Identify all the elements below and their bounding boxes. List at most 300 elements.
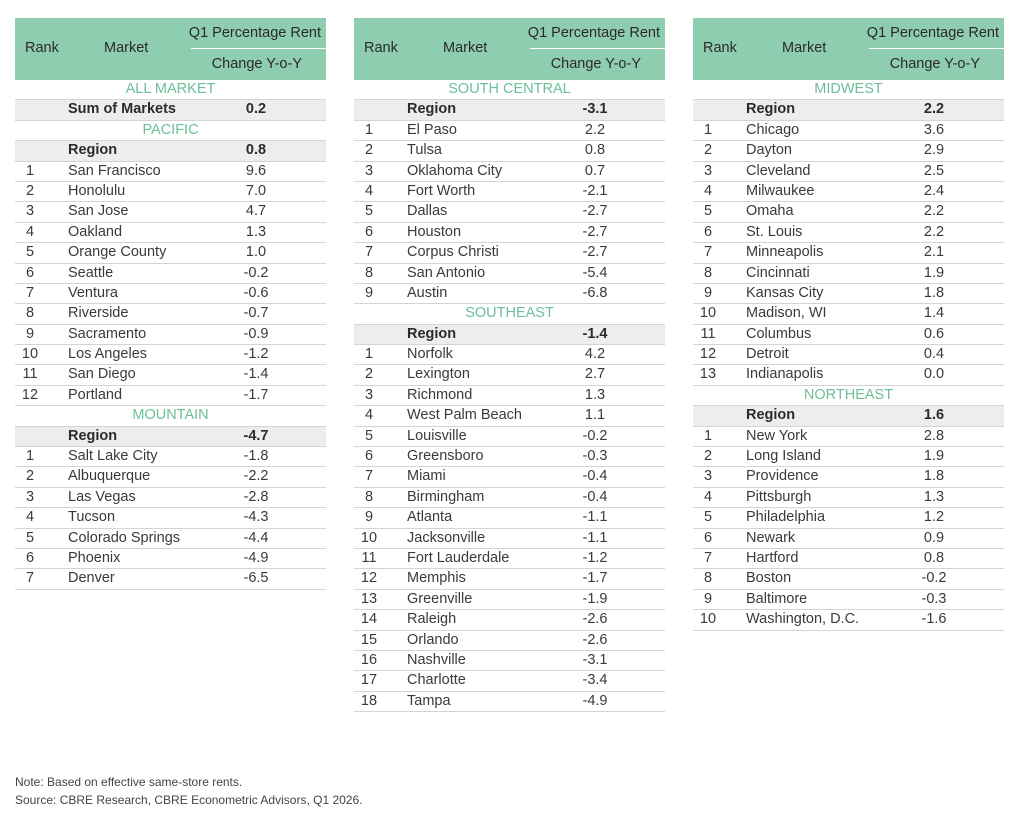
rank-cell: 2 xyxy=(364,142,374,159)
region-label: Sum of Markets xyxy=(68,101,176,118)
region-row xyxy=(15,427,326,447)
table-header xyxy=(354,18,665,80)
rank-cell: 9 xyxy=(364,284,374,301)
table-row xyxy=(15,386,326,406)
rank-cell: 2 xyxy=(25,468,35,485)
rank-cell: 7 xyxy=(703,549,713,566)
table-row xyxy=(693,284,1004,304)
value-cell: -0.2 xyxy=(582,427,608,444)
table-row xyxy=(354,162,665,182)
rank-cell: 7 xyxy=(25,570,35,587)
change-header-line1: Q1 Percentage Rent xyxy=(188,25,321,41)
rank-cell: 10 xyxy=(360,529,378,546)
market-cell: Charlotte xyxy=(407,672,466,689)
market-cell: Orlando xyxy=(407,631,459,648)
market-cell: Richmond xyxy=(407,386,473,403)
value-cell: -4.9 xyxy=(582,692,608,709)
table-row xyxy=(354,692,665,712)
market-cell: San Francisco xyxy=(68,162,161,179)
value-cell: -0.4 xyxy=(582,468,608,485)
rank-header: Rank xyxy=(25,40,59,56)
rank-cell: 9 xyxy=(364,509,374,526)
rank-cell: 3 xyxy=(25,488,35,505)
rank-cell: 14 xyxy=(360,611,378,628)
table-row xyxy=(354,651,665,671)
market-cell: Sacramento xyxy=(68,325,147,342)
table-row xyxy=(15,202,326,222)
table-row xyxy=(15,345,326,365)
rank-cell: 1 xyxy=(25,162,35,179)
rank-cell: 5 xyxy=(703,203,713,220)
region-label: Region xyxy=(746,101,796,118)
value-cell: 1.0 xyxy=(245,244,267,261)
table-row xyxy=(693,610,1004,630)
rank-cell: 4 xyxy=(364,407,374,424)
table-row xyxy=(354,569,665,589)
market-cell: Washington, D.C. xyxy=(746,611,860,628)
table-column-1 xyxy=(15,18,326,590)
region-value: 0.2 xyxy=(245,101,267,118)
value-cell: 2.8 xyxy=(923,427,945,444)
value-cell: 0.9 xyxy=(923,529,945,546)
rank-cell: 2 xyxy=(703,448,713,465)
market-cell: Chicago xyxy=(746,121,800,138)
table-row xyxy=(15,264,326,284)
change-header-line1: Q1 Percentage Rent xyxy=(527,25,660,41)
table-row xyxy=(693,467,1004,487)
value-cell: 1.3 xyxy=(245,223,267,240)
table-row xyxy=(15,365,326,385)
region-value: -4.7 xyxy=(243,427,269,444)
value-cell: 2.4 xyxy=(923,182,945,199)
value-cell: 2.2 xyxy=(584,121,606,138)
table-row xyxy=(693,264,1004,284)
section-title: SOUTH CENTRAL xyxy=(354,80,665,100)
table-row xyxy=(354,182,665,202)
rank-cell: 16 xyxy=(360,651,378,668)
rank-cell: 5 xyxy=(25,529,35,546)
value-cell: -4.4 xyxy=(243,529,269,546)
value-cell: 1.4 xyxy=(923,305,945,322)
rank-cell: 6 xyxy=(25,264,35,281)
value-cell: 1.8 xyxy=(923,284,945,301)
value-cell: 2.9 xyxy=(923,142,945,159)
market-cell: Dayton xyxy=(746,142,792,159)
table-row xyxy=(693,243,1004,263)
table-row xyxy=(15,182,326,202)
value-cell: -2.6 xyxy=(582,611,608,628)
table-row xyxy=(15,284,326,304)
rank-cell: 11 xyxy=(361,549,377,566)
table-row xyxy=(693,529,1004,549)
region-label: Region xyxy=(68,142,118,159)
rank-cell: 8 xyxy=(364,488,374,505)
rank-cell: 3 xyxy=(703,468,713,485)
market-cell: Portland xyxy=(68,386,123,403)
table-row xyxy=(354,427,665,447)
rank-cell: 8 xyxy=(25,305,35,322)
rank-cell: 2 xyxy=(364,366,374,383)
value-cell: 4.2 xyxy=(584,346,606,363)
value-cell: -1.9 xyxy=(582,590,608,607)
value-cell: 1.3 xyxy=(923,488,945,505)
value-cell: 1.1 xyxy=(584,407,606,424)
rank-cell: 6 xyxy=(25,549,35,566)
header-divider xyxy=(869,48,1004,49)
rank-cell: 12 xyxy=(360,570,378,587)
rank-cell: 7 xyxy=(703,244,713,261)
value-cell: -6.5 xyxy=(243,570,269,587)
market-cell: Atlanta xyxy=(407,509,453,526)
change-header-line2: Change Y-o-Y xyxy=(550,56,641,72)
rank-cell: 10 xyxy=(699,611,717,628)
rank-header: Rank xyxy=(364,40,398,56)
region-value: 0.8 xyxy=(245,142,267,159)
market-cell: Minneapolis xyxy=(746,244,824,261)
value-cell: -2.7 xyxy=(582,223,608,240)
rank-cell: 1 xyxy=(703,121,713,138)
change-header-line2: Change Y-o-Y xyxy=(211,56,302,72)
table-row xyxy=(354,488,665,508)
table-row xyxy=(354,386,665,406)
market-cell: Orange County xyxy=(68,244,167,261)
market-cell: Ventura xyxy=(68,284,118,301)
table-row xyxy=(354,223,665,243)
market-cell: Oklahoma City xyxy=(407,162,503,179)
notes xyxy=(15,773,362,809)
market-cell: Philadelphia xyxy=(746,509,826,526)
value-cell: -1.7 xyxy=(243,386,269,403)
value-cell: 0.4 xyxy=(923,346,945,363)
market-cell: Omaha xyxy=(746,203,794,220)
rank-cell: 8 xyxy=(703,264,713,281)
market-cell: Raleigh xyxy=(407,611,457,628)
market-cell: Tampa xyxy=(407,692,451,709)
market-cell: Houston xyxy=(407,223,462,240)
value-cell: -2.2 xyxy=(243,468,269,485)
value-cell: -0.3 xyxy=(921,590,947,607)
market-cell: Las Vegas xyxy=(68,488,136,505)
table-row xyxy=(354,141,665,161)
value-cell: -0.2 xyxy=(921,570,947,587)
value-cell: 1.8 xyxy=(923,468,945,485)
value-cell: -5.4 xyxy=(582,264,608,281)
rank-cell: 7 xyxy=(25,284,35,301)
value-cell: -0.9 xyxy=(243,325,269,342)
value-cell: -1.1 xyxy=(582,509,608,526)
rank-cell: 3 xyxy=(25,203,35,220)
table-row xyxy=(354,467,665,487)
market-cell: New York xyxy=(746,427,808,444)
rank-cell: 7 xyxy=(364,468,374,485)
rank-cell: 17 xyxy=(360,672,378,689)
table-row xyxy=(15,529,326,549)
market-cell: Boston xyxy=(746,570,792,587)
rank-cell: 5 xyxy=(703,509,713,526)
value-cell: -1.2 xyxy=(582,549,608,566)
rank-cell: 15 xyxy=(360,631,378,648)
value-cell: -3.4 xyxy=(582,672,608,689)
section-title: MIDWEST xyxy=(693,80,1004,100)
rank-cell: 11 xyxy=(700,325,716,342)
market-cell: Kansas City xyxy=(746,284,824,301)
rank-cell: 5 xyxy=(364,427,374,444)
rank-cell: 1 xyxy=(364,346,374,363)
table-row xyxy=(354,365,665,385)
market-header: Market xyxy=(104,40,149,56)
value-cell: -1.6 xyxy=(921,611,947,628)
value-cell: -2.8 xyxy=(243,488,269,505)
market-cell: Baltimore xyxy=(746,590,808,607)
table-row xyxy=(354,610,665,630)
change-header-line2: Change Y-o-Y xyxy=(889,56,980,72)
table-row xyxy=(693,549,1004,569)
value-cell: -2.7 xyxy=(582,244,608,261)
value-cell: -1.7 xyxy=(582,570,608,587)
market-cell: Riverside xyxy=(68,305,129,322)
value-cell: -0.2 xyxy=(243,264,269,281)
value-cell: 9.6 xyxy=(245,162,267,179)
value-cell: -1.2 xyxy=(243,346,269,363)
value-cell: 2.1 xyxy=(923,244,945,261)
section-title: ALL MARKET xyxy=(15,80,326,100)
region-row xyxy=(15,100,326,120)
rank-cell: 3 xyxy=(703,162,713,179)
region-value: 2.2 xyxy=(923,101,945,118)
value-cell: 3.6 xyxy=(923,121,945,138)
value-cell: -0.4 xyxy=(582,488,608,505)
rank-cell: 10 xyxy=(21,346,39,363)
value-cell: -4.3 xyxy=(243,509,269,526)
value-cell: 2.2 xyxy=(923,223,945,240)
market-cell: Tucson xyxy=(68,509,116,526)
table-row xyxy=(15,508,326,528)
rank-cell: 4 xyxy=(25,223,35,240)
rank-cell: 10 xyxy=(699,305,717,322)
market-cell: Miami xyxy=(407,468,446,485)
value-cell: -2.7 xyxy=(582,203,608,220)
value-cell: 0.7 xyxy=(584,162,606,179)
table-row xyxy=(693,182,1004,202)
rank-cell: 3 xyxy=(364,162,374,179)
table-row xyxy=(354,202,665,222)
value-cell: 1.2 xyxy=(923,509,945,526)
market-cell: Phoenix xyxy=(68,549,121,566)
rank-cell: 5 xyxy=(364,203,374,220)
table-row xyxy=(15,223,326,243)
market-cell: Nashville xyxy=(407,651,466,668)
region-value: 1.6 xyxy=(923,407,945,424)
rank-cell: 6 xyxy=(703,529,713,546)
market-cell: Hartford xyxy=(746,549,799,566)
rank-cell: 11 xyxy=(22,366,38,383)
section-title: SOUTHEAST xyxy=(354,304,665,324)
market-cell: Dallas xyxy=(407,203,448,220)
header-divider xyxy=(530,48,665,49)
table-column-2 xyxy=(354,18,665,712)
table-row xyxy=(693,427,1004,447)
rank-cell: 5 xyxy=(25,244,35,261)
table-row xyxy=(15,569,326,589)
table-row xyxy=(693,141,1004,161)
rank-cell: 9 xyxy=(25,325,35,342)
rank-cell: 4 xyxy=(364,182,374,199)
rank-cell: 18 xyxy=(360,692,378,709)
market-cell: El Paso xyxy=(407,121,457,138)
market-cell: Oakland xyxy=(68,223,123,240)
rank-cell: 1 xyxy=(364,121,374,138)
table-row xyxy=(354,406,665,426)
value-cell: -0.7 xyxy=(243,305,269,322)
market-cell: Greensboro xyxy=(407,448,484,465)
value-cell: -3.1 xyxy=(582,651,608,668)
table-row xyxy=(354,284,665,304)
table-row xyxy=(15,447,326,467)
market-cell: Seattle xyxy=(68,264,114,281)
region-row xyxy=(354,325,665,345)
rank-cell: 7 xyxy=(364,244,374,261)
value-cell: -0.6 xyxy=(243,284,269,301)
rank-cell: 9 xyxy=(703,284,713,301)
rank-cell: 2 xyxy=(703,142,713,159)
table-row xyxy=(693,162,1004,182)
rank-cell: 13 xyxy=(699,366,717,383)
market-cell: Corpus Christi xyxy=(407,244,499,261)
market-cell: Colorado Springs xyxy=(68,529,181,546)
table-column-3 xyxy=(693,18,1004,631)
value-cell: 1.9 xyxy=(923,448,945,465)
table-row xyxy=(15,488,326,508)
value-cell: -0.3 xyxy=(582,448,608,465)
table-row xyxy=(354,631,665,651)
value-cell: 0.8 xyxy=(923,549,945,566)
market-cell: Detroit xyxy=(746,346,789,363)
market-cell: Salt Lake City xyxy=(68,448,158,465)
rank-cell: 4 xyxy=(703,488,713,505)
value-cell: -2.1 xyxy=(582,182,608,199)
market-cell: West Palm Beach xyxy=(407,407,522,424)
value-cell: -1.1 xyxy=(582,529,608,546)
value-cell: 0.6 xyxy=(923,325,945,342)
market-cell: Birmingham xyxy=(407,488,485,505)
section-title: MOUNTAIN xyxy=(15,406,326,426)
table-row xyxy=(354,447,665,467)
table-row xyxy=(15,304,326,324)
market-cell: Tulsa xyxy=(407,142,442,159)
market-cell: Cleveland xyxy=(746,162,811,179)
table-row xyxy=(354,508,665,528)
market-cell: Providence xyxy=(746,468,819,485)
section-title: PACIFIC xyxy=(15,121,326,141)
rank-cell: 1 xyxy=(25,448,35,465)
table-row xyxy=(693,365,1004,385)
value-cell: 2.5 xyxy=(923,162,945,179)
table-row xyxy=(693,590,1004,610)
table-row xyxy=(693,569,1004,589)
table-row xyxy=(693,508,1004,528)
rank-cell: 4 xyxy=(703,182,713,199)
market-cell: Norfolk xyxy=(407,346,453,363)
table-row xyxy=(693,202,1004,222)
value-cell: -4.9 xyxy=(243,549,269,566)
value-cell: 1.3 xyxy=(584,386,606,403)
value-cell: 2.2 xyxy=(923,203,945,220)
market-cell: Indianapolis xyxy=(746,366,824,383)
rank-cell: 6 xyxy=(364,448,374,465)
value-cell: 7.0 xyxy=(245,182,267,199)
market-cell: St. Louis xyxy=(746,223,803,240)
table-row xyxy=(354,264,665,284)
value-cell: -1.8 xyxy=(243,448,269,465)
value-cell: 1.9 xyxy=(923,264,945,281)
region-value: -1.4 xyxy=(582,325,608,342)
value-cell: 0.0 xyxy=(923,366,945,383)
rank-cell: 3 xyxy=(364,386,374,403)
region-row xyxy=(693,100,1004,120)
value-cell: -2.6 xyxy=(582,631,608,648)
market-cell: Greenville xyxy=(407,590,473,607)
table-row xyxy=(15,467,326,487)
region-label: Region xyxy=(68,427,118,444)
table-row xyxy=(15,549,326,569)
rank-cell: 4 xyxy=(25,509,35,526)
market-cell: Albuquerque xyxy=(68,468,151,485)
table-row xyxy=(693,325,1004,345)
market-cell: San Diego xyxy=(68,366,136,383)
rank-cell: 12 xyxy=(699,346,717,363)
section-title: NORTHEAST xyxy=(693,386,1004,406)
value-cell: -1.4 xyxy=(243,366,269,383)
region-label: Region xyxy=(746,407,796,424)
market-cell: Lexington xyxy=(407,366,470,383)
market-cell: Fort Lauderdale xyxy=(407,549,510,566)
rank-cell: 8 xyxy=(703,570,713,587)
market-cell: San Jose xyxy=(68,203,129,220)
market-cell: Columbus xyxy=(746,325,812,342)
market-cell: Memphis xyxy=(407,570,466,587)
market-header: Market xyxy=(782,40,827,56)
region-row xyxy=(15,141,326,161)
market-cell: Madison, WI xyxy=(746,305,827,322)
rank-cell: 6 xyxy=(703,223,713,240)
market-cell: Cincinnati xyxy=(746,264,810,281)
market-cell: Louisville xyxy=(407,427,467,444)
table-row xyxy=(693,447,1004,467)
value-cell: 2.7 xyxy=(584,366,606,383)
region-label: Region xyxy=(407,325,457,342)
note-text: Note: Based on effective same-store rents. xyxy=(15,775,243,789)
table-row xyxy=(693,121,1004,141)
table-row xyxy=(693,488,1004,508)
table-row xyxy=(354,529,665,549)
source-text: Source: CBRE Research, CBRE Econometric Advisors, Q1 2026. xyxy=(15,793,363,807)
table-row xyxy=(693,304,1004,324)
table-row xyxy=(15,325,326,345)
value-cell: -6.8 xyxy=(582,284,608,301)
rank-cell: 2 xyxy=(25,182,35,199)
rank-cell: 13 xyxy=(360,590,378,607)
rank-cell: 1 xyxy=(703,427,713,444)
table-row xyxy=(354,549,665,569)
market-cell: Pittsburgh xyxy=(746,488,812,505)
header-divider xyxy=(191,48,326,49)
market-cell: Milwaukee xyxy=(746,182,815,199)
market-cell: Jacksonville xyxy=(407,529,486,546)
market-cell: Fort Worth xyxy=(407,182,476,199)
market-cell: Long Island xyxy=(746,448,821,465)
region-row xyxy=(354,100,665,120)
table-header xyxy=(693,18,1004,80)
